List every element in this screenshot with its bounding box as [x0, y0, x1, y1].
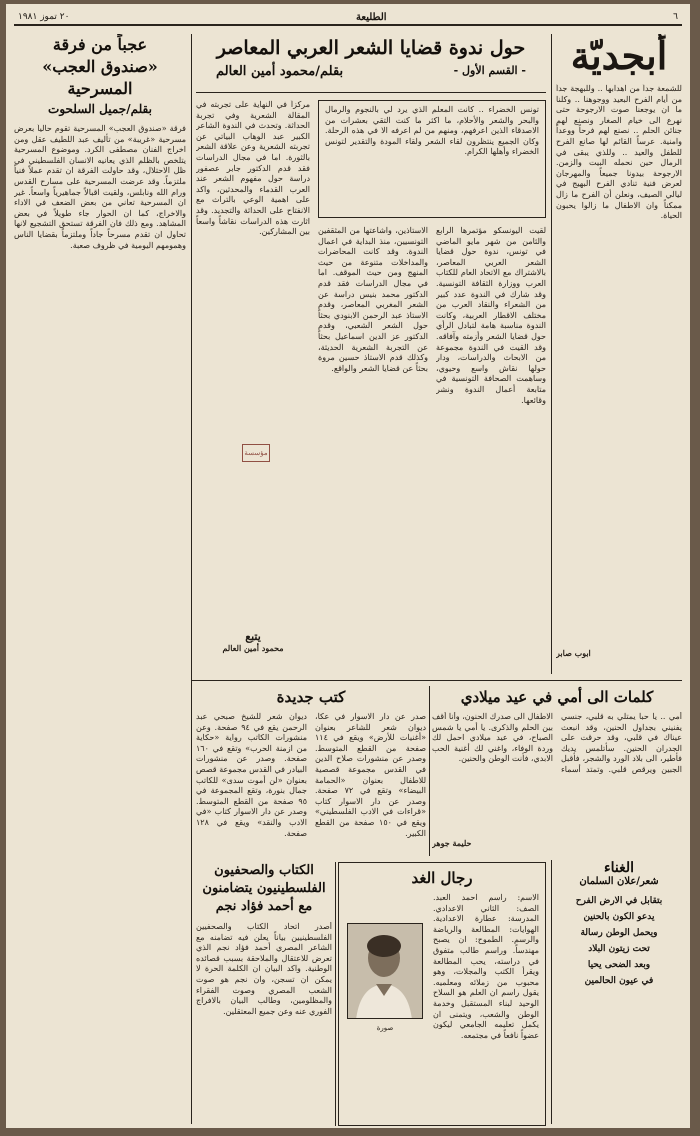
divider: [335, 862, 336, 1126]
song-line: في عيون الحالمين: [584, 976, 654, 986]
divider: [196, 92, 546, 93]
men-of-tomorrow-body: الاسم: راسم احمد العبد. الصف: الثاني الاعدادي. المدرسة: عطارة الاعدادية. الهوايات: المطالعة والرياضة والرسم. الطموح: ان يصبح مهندساً. وراسم طالب متفوق في دراسته، يحب المطالعة ويقرأ الكتب والمجلات، وهو محبوب من زملائه ومعلميه. يقول راسم ان العلم هو السلاح الوحيد لبناء المستقبل وخدمة الوطن والشعب، ويتمنى ان يكمل تعليمه الجامعي ليكون عضواً نافعاً في مجتمعه.: [433, 893, 539, 1040]
divider: [551, 860, 552, 1124]
abjadiya-title: أبجديّة: [570, 34, 668, 78]
library-stamp: مؤسسة: [242, 444, 270, 462]
publication-name: الطليعة: [356, 11, 387, 23]
solidarity-title-1: الكتاب والصحفيون: [214, 863, 314, 878]
song-line: بتقابل في الارض الفرح: [575, 896, 663, 906]
issue-date: ٢٠ تموز ١٩٨١: [18, 12, 70, 22]
main-article-col-2: الاستاذين، واشاعتها من المثقفين التونسيين، منذ البداية في اعمال الندوة. وقد كانت المحاضرات والمداخلات متنوعة من حيث المنهج ومن حيث الموقف. اما في مجال الدراسات فقد قدم الدكتور محمد بنيس دراسة عن الشعر المغربي المعاصر، وقدم الاستاذ عبد الرحمن الابنودي بحثاً حول الشعر الشعبي، وقدم الدكتور عز الدين اسماعيل بحثاً عن التجربة الشعرية الحديثة، وكذلك قدم الاستاذ حسين مروة بحثاً عن قضايا الشعر والواقع.: [318, 226, 428, 373]
sunduq-title-1: عجباً من فرقة: [52, 35, 148, 54]
song-title: الغناء: [604, 860, 634, 876]
sunduq-body: فرقة «صندوق العجب» المسرحية تقوم حالياً بعرض مسرحية «غريبة» من تأليف عبد اللطيف عقل ومن اخراج الفنان مصطفى الكرد. وموضوع المسرحية يتلخص بالظلم الذي يعانيه الانسان الفلسطيني في ظل الاحتلال، وقد حاولت الفرقة ان تقدم عملاً فنياً ملتزماً. وقد عرضت المسرحية على مسارح القدس ورام الله ونابلس، ولقيت اقبالاً جماهيرياً واسعاً. غير ان المسرحية تعاني من بعض الضعف في الاداء والاخراج، كما ان الحوار جاء طويلاً في بعض المشاهد. ومع ذلك فان الفرقة تستحق التشجيع لانها تحاول ان تقدم مسرحاً جاداً وملتزماً بقضايا الناس وهمومهم اليومية في ظروف صعبة.: [14, 124, 186, 250]
song-line: ويحمل الوطن رسالة: [580, 928, 658, 938]
divider: [551, 34, 552, 674]
main-article-col-3: مركزاً في النهاية على تجربته في المقالة الشعرية وفي تجربة الحداثة. وتحدث في الندوة الشاعر الكبير عبد الوهاب البياتي عن تجربته الشعرية وعن علاقة الشعر بالثورة. اما في مجال الدراسات فقد قدم الدكتور جابر عصفور دراسة حول مفهوم الشعر عند العرب القدماء والمحدثين، واكد على اهمية الوعي بالتراث مع الانفتاح على الحداثة والتجديد. وقد اثارت هذه الدراسات نقاشاً واسعاً بين المشاركين.: [196, 100, 310, 237]
boxed-quote: تونس الخضراء .. كانت المعلم الذي يرد لي بالنجوم والرمال والبحر والشعر والأحلام، ما اكثر ما كنت التقي بعشرات من الاصدقاء الذين اعرفهم، ومنهم من لم اعرفه الا في هذه الرحلة. وكان الجميع ينتظرون لقاء الشعر ولقاء المودة والتقدير لتونس الخضراء وأهلها الكرام.: [318, 100, 546, 218]
continued-author: محمود أمين العالم: [222, 643, 284, 653]
sunduq-article: [14, 34, 186, 1124]
birthday-poem-author: حليمة جوهر: [432, 838, 472, 848]
page-header: [14, 10, 682, 26]
sunduq-title-3: المسرحية: [67, 79, 133, 98]
song-line: تحت زيتون البلاد: [588, 944, 650, 954]
abjadiya-column: [556, 34, 682, 680]
main-article-col-1: لقيت اليونسكو مؤتمرها الرابع والثامن من شهر مايو الماضي في تونس، ندوة حول قضايا الشعر العربي المعاصر، بالاشتراك مع الاتحاد العام للكتاب العرب ووزارة الثقافة التونسية. وقد شارك في الندوة عدد كبير من الشعراء والنقاد العرب من مختلف الاقطار العربية، وكانت الندوة مناسبة هامة لتبادل الرأي حول قضايا الشعر وأزمته وآفاقه. وقد القيت في الندوة مجموعة من الابحاث والدراسات، ودار حولها نقاش واسع وحيوي، وساهمت الصحافة التونسية في متابعة أعمال الندوة ونشر وقائعها.: [436, 226, 546, 405]
divider: [429, 686, 430, 856]
main-article-byline: بقلم/محمود أمين العالم: [216, 64, 344, 79]
newspaper-page: [6, 4, 690, 1128]
men-of-tomorrow-title: رجال الغد: [411, 869, 473, 887]
solidarity-body: أصدر اتحاد الكتاب والصحفيين الفلسطينيين بياناً يعلن فيه تضامنه مع الشاعر المصري أحمد فؤاد نجم الذي تعرض للاعتقال والملاحقة بسبب قصائده الوطنية. واكد البيان ان الكلمة الحرة لا يمكن ان تسجن، وان نجم هو صوت الشعب المصري وصوت الفقراء والمظلومين، وطالب البيان بالافراج الفوري عنه وعن جميع المعتقلين.: [196, 922, 332, 1016]
sunduq-title-2: «صندوق العجب»: [42, 57, 158, 76]
song-poem: [556, 860, 682, 1124]
sunduq-byline: بقلم/جميل السلحوت: [48, 102, 152, 116]
birthday-poem-body: أمي .. يا حبا يمتلي به قلبي، جنسي يفنيني بجداول الحنين، وقد انبعث عيناك في قلبي، وقد حرقت على الجدران الحنين. سأتلمس يديك فأطير، الى بلاد الورد والشجر، فأقبل الجبين ويرقص قلبي. وتمتد أسماء الاطفال الى صدرك الحنون، وأنا أقف بين الحلم والذكرى. يا أمي يا شمس الصباح، في عيد ميلادي احمل لك وردة الوفاء، واغني لك أغنية الحب الابدي، فأنت الوطن والحنين.: [432, 712, 682, 774]
new-books-col-1: صدر عن دار الاسوار في عكا، ديوان شعر للشاعر بعنوان «أغنيات للأرض» ويقع في ١١٤ صفحة من القطع المتوسط. وصدر عن منشورات صلاح الدين في القدس مجموعة قصصية للاطفال بعنوان «الحمامة البيضاء» وتقع في ٧٢ صفحة. وصدر عن دار الاسوار كتاب «قراءات في الادب الفلسطيني» ويقع في ١٥٠ صفحة من القطع الكبير.: [315, 712, 426, 838]
divider: [191, 34, 192, 1124]
continued-label: يتبع: [245, 630, 261, 643]
main-article-part: - القسم الأول -: [453, 64, 526, 77]
solidarity-title-3: مع أحمد فؤاد نجم: [215, 899, 313, 914]
birthday-poem: [432, 686, 682, 856]
student-photo: [347, 923, 423, 1019]
divider: [192, 680, 682, 681]
song-author: شعر/علان السلمان: [579, 876, 659, 887]
new-books: [196, 686, 426, 856]
new-books-col-2: ديوان شعر للشيخ صبحي عبد الرحمن يقع في ٩٤ صفحة. وعن منشورات الكاتب رواية «حكاية من ازمنة الحرب» وتقع في ١٦٠ صفحة. وصدر عن منشورات البيادر في القدس مجموعة قصص بعنوان «لن أموت سدى» للكاتب جمال بنورة، وتقع المجموعة في ٩٥ صفحة من القطع المتوسط. وصدر عن دار الاسوار كتاب «في الادب والنقد» ويقع في ١٢٨ صفحة.: [196, 712, 307, 838]
abjadiya-author: ابوب صابر: [556, 648, 591, 658]
page-number: ٦: [673, 12, 678, 22]
men-of-tomorrow: [338, 862, 546, 1126]
song-line: وبعد الضحى يحيا: [587, 960, 651, 970]
abjadiya-body: للشمعة جداً من اهدابها .. وللبهجة جداً من أيام الفرح البعيد ووجوهنا .. وكلنا ما ان يوجعنا صوت الارجوحة حتى نهرع الى خيام الصغار ونصنع لهم جنائن الحلم .. نصنع لهم فرحاً ووعداً وامنية. عرساً القائم لها صانع الفرح للطفل والعيد .. وللذي يبقى في الرمال حين نحمله البيت والزمن. الارجوحة بيدونا جميعاً والمهرجان لعرض فنية تنادي الفرح البهيج في ليالي الصيف، ونعلن أن الفرح ما زال ممكناً وان الاطفال ما زالوا يحبون الحياة.: [556, 84, 682, 221]
song-line: يدعو الكون بالحنين: [583, 912, 655, 922]
portrait-icon: [347, 924, 422, 1019]
writers-solidarity: [196, 862, 332, 1126]
solidarity-title-2: الفلسطينيون يتضامنون: [202, 881, 326, 896]
photo-caption: صورة: [376, 1024, 394, 1032]
main-article-title: حول ندوة قضايا الشعر العربي المعاصر: [216, 37, 526, 59]
new-books-title: كتب جديدة: [276, 688, 346, 706]
main-article: [196, 34, 546, 674]
birthday-poem-title: كلمات الى أمي في عيد ميلادي: [460, 688, 654, 706]
